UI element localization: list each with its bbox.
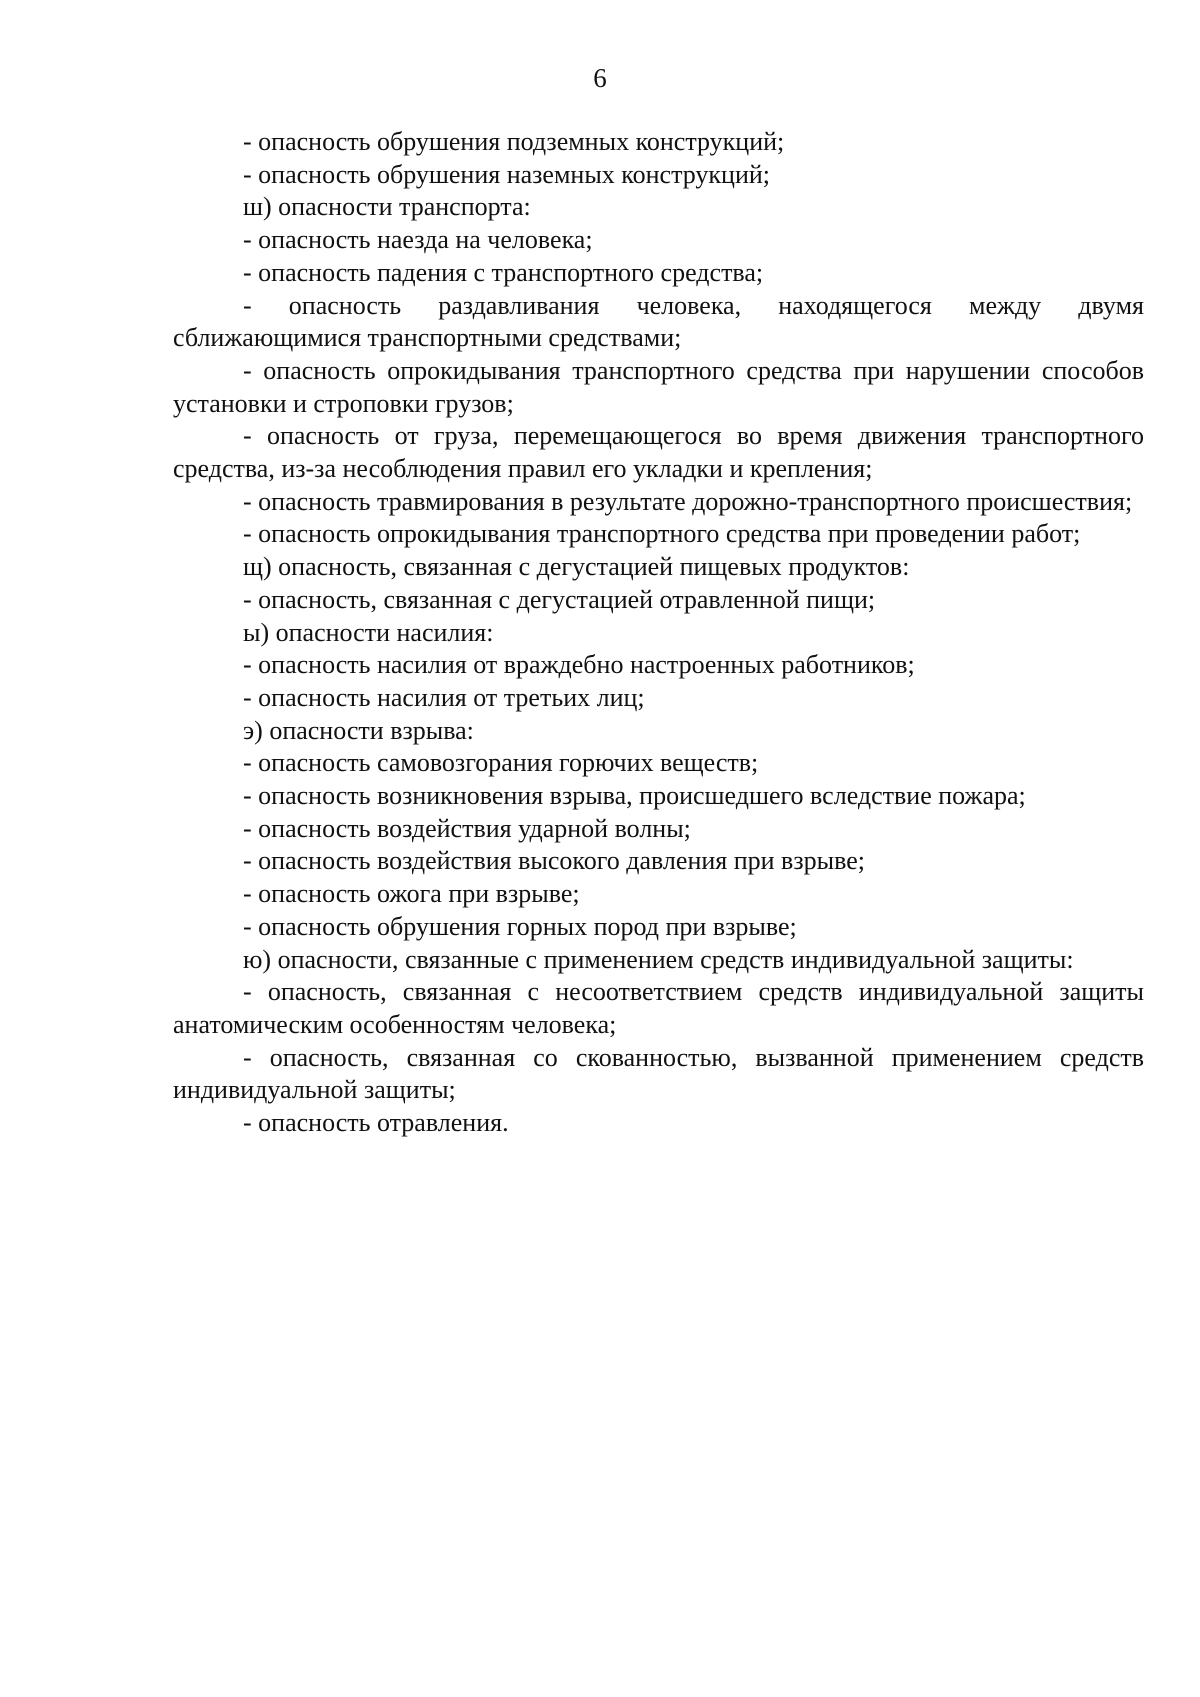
section-heading: ы) опасности насилия: — [243, 617, 494, 647]
section-heading: ю) опасности, связанные с применением средств индивидуальной защиты: — [243, 944, 1074, 974]
list-item: - опасность самовозгорания горючих веществ; — [243, 748, 759, 778]
list-item: - опасность, связанная со скованностью, вызванной применением средств индивидуальной защиты; — [173, 1042, 1144, 1105]
list-item: - опасность раздавливания человека, находящегося между двумя сближающимися транспортными средствами; — [173, 290, 1144, 353]
section-heading: э) опасности взрыва: — [243, 715, 474, 745]
list-item: - опасность обрушения наземных конструкций; — [243, 159, 771, 189]
section-heading: ш) опасности транспорта: — [243, 192, 531, 222]
list-item: - опасность падения с транспортного средства; — [243, 257, 764, 287]
section-heading: щ) опасность, связанная с дегустацией пищевых продуктов: — [243, 552, 910, 582]
list-item: - опасность возникновения взрыва, происшедшего вследствие пожара; — [243, 781, 1026, 811]
list-item: - опасность обрушения горных пород при взрыве; — [243, 911, 797, 941]
list-item: - опасность ожога при взрыве; — [243, 879, 580, 909]
document-body — [173, 126, 1144, 1140]
list-item: - опасность отравления. — [243, 1108, 509, 1138]
list-item: - опасность опрокидывания транспортного средства при нарушении способов установки и строповки грузов; — [173, 355, 1144, 418]
list-item: - опасность от груза, перемещающегося во время движения транспортного средства, из-за несоблюдения правил его укладки и крепления; — [173, 421, 1144, 484]
list-item: - опасность травмирования в результате дорожно-транспортного происшествия; — [243, 486, 1133, 516]
list-item: - опасность опрокидывания транспортного средства при проведении работ; — [243, 519, 1081, 549]
list-item: - опасность наезда на человека; — [243, 225, 593, 255]
list-item: - опасность обрушения подземных конструкций; — [243, 127, 785, 156]
list-item: - опасность насилия от враждебно настроенных работников; — [243, 650, 915, 680]
list-item: - опасность воздействия ударной волны; — [243, 813, 691, 843]
list-item: - опасность, связанная с несоответствием средств индивидуальной защиты анатомическим особенностям человека; — [173, 977, 1144, 1039]
page-number: 6 — [593, 63, 607, 93]
list-item: - опасность насилия от третьих лиц; — [243, 682, 645, 712]
list-item: - опасность, связанная с дегустацией отравленной пищи; — [243, 584, 876, 614]
list-item: - опасность воздействия высокого давления при взрыве; — [243, 846, 865, 876]
